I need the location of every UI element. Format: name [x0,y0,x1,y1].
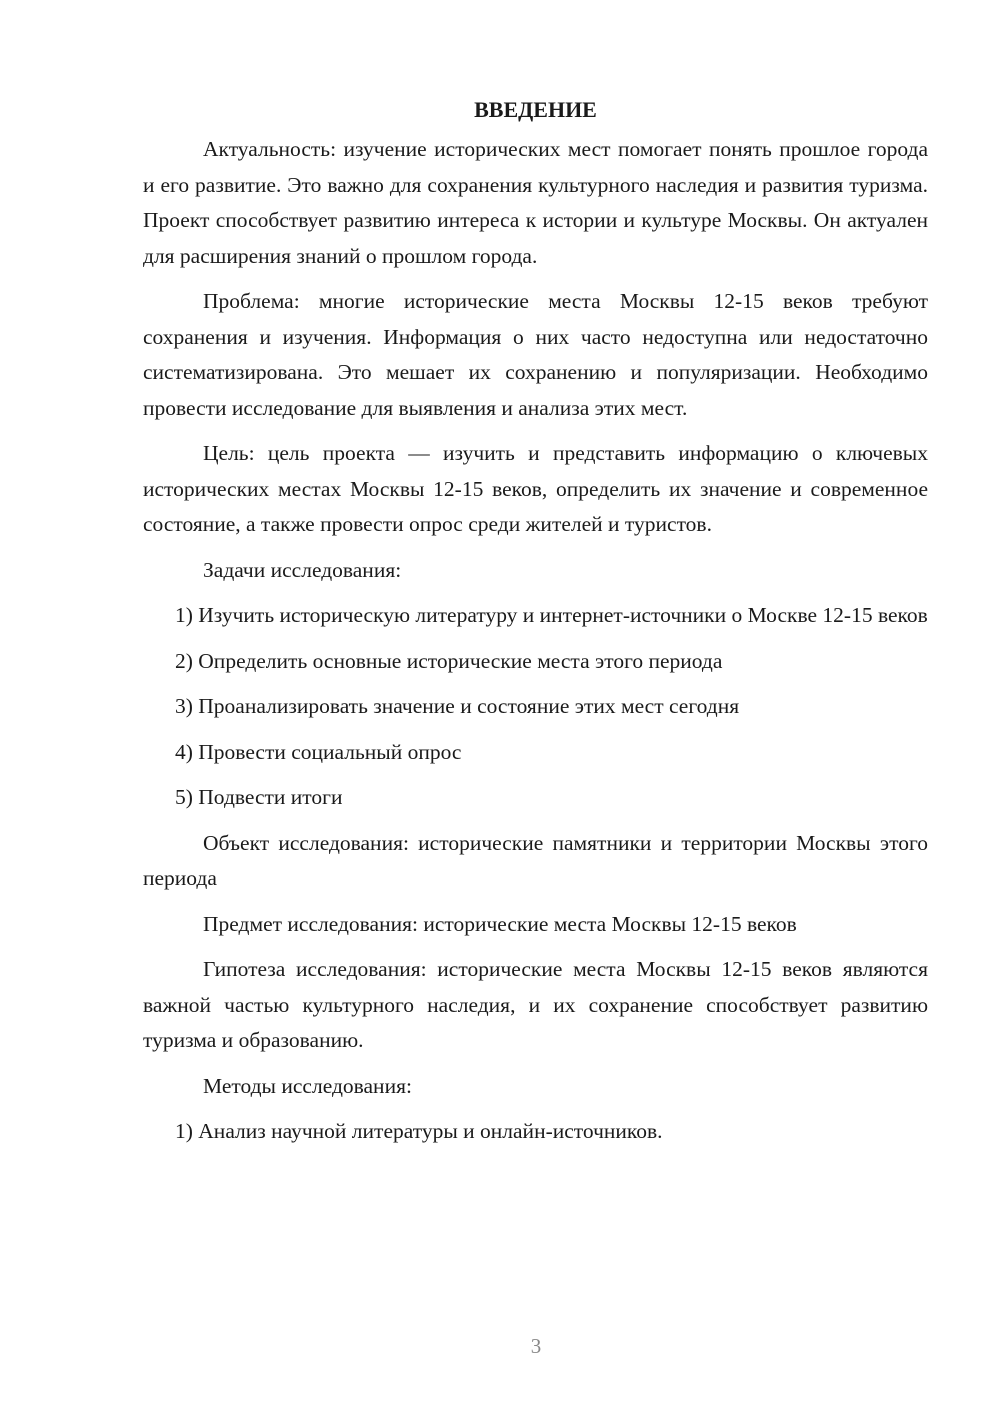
methods-list [143,1114,928,1150]
list-item: 3) Проанализировать значение и состояние этих мест сегодня [175,694,740,718]
tasks-list [143,598,928,816]
tasks-heading: Задачи исследования: [203,557,402,582]
list-item: 5) Подвести итоги [175,785,343,809]
document-page [143,96,928,1160]
list-item: 4) Провести социальный опрос [175,739,462,764]
paragraph-goal: Цель: цель проекта — изучить и представить информацию о ключевых исторических местах Москвы 12-15 веков, определить их значение и современное состояние, а также провести опрос среди жителей и туристов. [143,441,928,536]
paragraph-object: Объект исследования: исторические памятники и территории Москвы этого периода [143,830,928,890]
paragraph-problem: Проблема: многие исторические места Москвы 12-15 веков требуют сохранения и изучения. Информация о них часто недоступна или недостаточно систематизирована. Это мешает их сохранению и популяризации. Необходимо провести исследование для выявления и анализа этих мест. [143,289,928,420]
paragraph-actuality: Актуальность: изучение исторических мест помогает понять прошлое города и его развитие. Это важно для сохранения культурного наследия и развития туризма. Проект способствует развитию интереса к истории и культуре Москвы. Он актуален для расширения знаний о прошлом города. [143,137,928,268]
list-item: 2) Определить основные исторические места этого периода [175,648,723,673]
paragraph-hypothesis: Гипотеза исследования: исторические места Москвы 12-15 веков являются важной частью культурного наследия, и их сохранение способствует развитию туризма и образованию. [143,957,928,1052]
methods-heading: Методы исследования: [203,1073,412,1098]
page-number: 3 [530,1334,542,1358]
paragraph-subject: Предмет исследования: исторические места Москвы 12-15 веков [203,911,797,936]
list-item: 1) Изучить историческую литературу и интернет-источники о Москве 12-15 веков [175,603,928,627]
list-item: 1) Анализ научной литературы и онлайн-источников. [175,1119,663,1143]
document-title: ВВЕДЕНИЕ [474,97,597,122]
